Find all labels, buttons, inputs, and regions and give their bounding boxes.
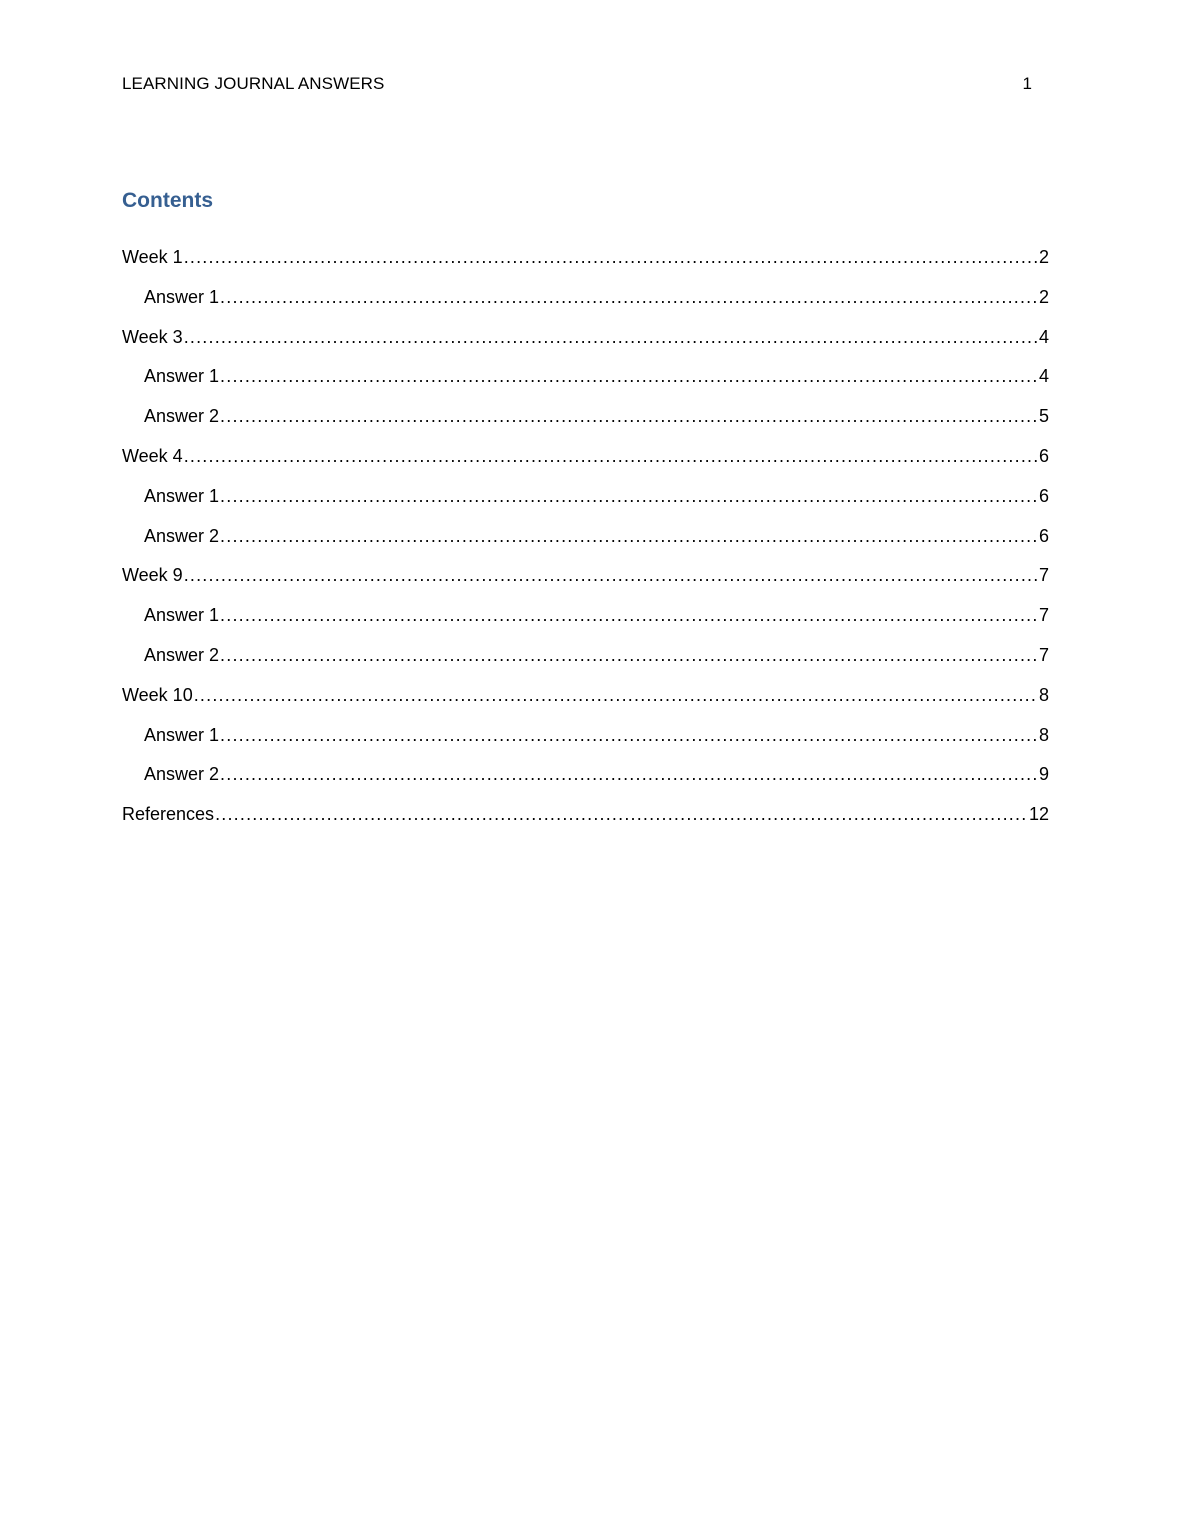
- page-number: 1: [1022, 74, 1032, 93]
- toc-entry-label: Answer 1: [144, 485, 220, 506]
- toc-entry-page: 4: [1038, 366, 1049, 387]
- dot-leader: [220, 722, 1038, 748]
- toc-entry-page: 12: [1028, 804, 1049, 825]
- toc-entry-label: Week 3: [122, 326, 183, 347]
- toc-entry-week-10-answer-1[interactable]: [122, 722, 1049, 762]
- toc-entry-label: Answer 1: [144, 605, 220, 626]
- toc-entry-page: 7: [1038, 605, 1049, 626]
- toc-entry-page: 8: [1038, 684, 1049, 705]
- dot-leader: [220, 523, 1038, 549]
- dot-leader: [184, 244, 1038, 270]
- dot-leader: [220, 284, 1038, 310]
- toc-entry-label: Answer 2: [144, 764, 220, 785]
- dot-leader: [184, 324, 1038, 350]
- toc-entry-week-10-answer-2[interactable]: [122, 761, 1049, 801]
- toc-entry-page: 8: [1038, 724, 1049, 745]
- dot-leader: [194, 682, 1038, 708]
- toc-entry-label: Answer 2: [144, 406, 220, 427]
- toc-entry-label: Answer 1: [144, 286, 220, 307]
- toc-entry-week-3-answer-1[interactable]: [122, 363, 1049, 403]
- toc-entry-label: Week 10: [122, 684, 193, 705]
- toc-entry-page: 6: [1038, 445, 1049, 466]
- toc-entry-page: 5: [1038, 406, 1049, 427]
- dot-leader: [220, 642, 1038, 668]
- page-header: [122, 72, 1032, 96]
- toc-entry-page: 6: [1038, 485, 1049, 506]
- toc-entry-week-4[interactable]: [122, 443, 1049, 483]
- running-head-title: LEARNING JOURNAL ANSWERS: [122, 74, 385, 93]
- toc-entry-page: 2: [1038, 247, 1049, 267]
- toc-entry-page: 9: [1038, 764, 1049, 785]
- toc-entry-week-10[interactable]: [122, 682, 1049, 722]
- toc-entry-label: Week 1: [122, 247, 183, 267]
- dot-leader: [220, 403, 1038, 429]
- toc-entry-week-3-answer-2[interactable]: [122, 403, 1049, 443]
- dot-leader: [184, 562, 1038, 588]
- toc-entry-label: Answer 2: [144, 644, 220, 665]
- toc-entry-references[interactable]: [122, 801, 1049, 841]
- toc-entry-label: Answer 2: [144, 525, 220, 546]
- toc-entry-week-9-answer-2[interactable]: [122, 642, 1049, 682]
- toc-entry-week-4-answer-2[interactable]: [122, 523, 1049, 563]
- dot-leader: [220, 761, 1038, 787]
- dot-leader: [184, 443, 1038, 469]
- toc-entry-week-9[interactable]: [122, 562, 1049, 602]
- toc-entry-label: References: [122, 804, 215, 825]
- toc-entry-week-3[interactable]: [122, 324, 1049, 364]
- toc-heading: Contents: [122, 189, 213, 212]
- toc-entry-page: 2: [1038, 286, 1049, 307]
- toc-entry-label: Week 4: [122, 445, 183, 466]
- toc-entry-week-1[interactable]: [122, 244, 1049, 284]
- toc-entry-week-1-answer-1[interactable]: [122, 284, 1049, 324]
- toc-entry-week-4-answer-1[interactable]: [122, 483, 1049, 523]
- dot-leader: [220, 602, 1038, 628]
- toc-entry-page: 4: [1038, 326, 1049, 347]
- toc-entry-label: Answer 1: [144, 366, 220, 387]
- toc-entry-label: Week 9: [122, 565, 183, 586]
- toc-entry-label: Answer 1: [144, 724, 220, 745]
- toc-entry-week-9-answer-1[interactable]: [122, 602, 1049, 642]
- toc-entry-page: 7: [1038, 644, 1049, 665]
- table-of-contents: [122, 244, 1049, 841]
- dot-leader: [220, 363, 1038, 389]
- dot-leader: [215, 801, 1028, 827]
- toc-entry-page: 6: [1038, 525, 1049, 546]
- dot-leader: [220, 483, 1038, 509]
- toc-entry-page: 7: [1038, 565, 1049, 586]
